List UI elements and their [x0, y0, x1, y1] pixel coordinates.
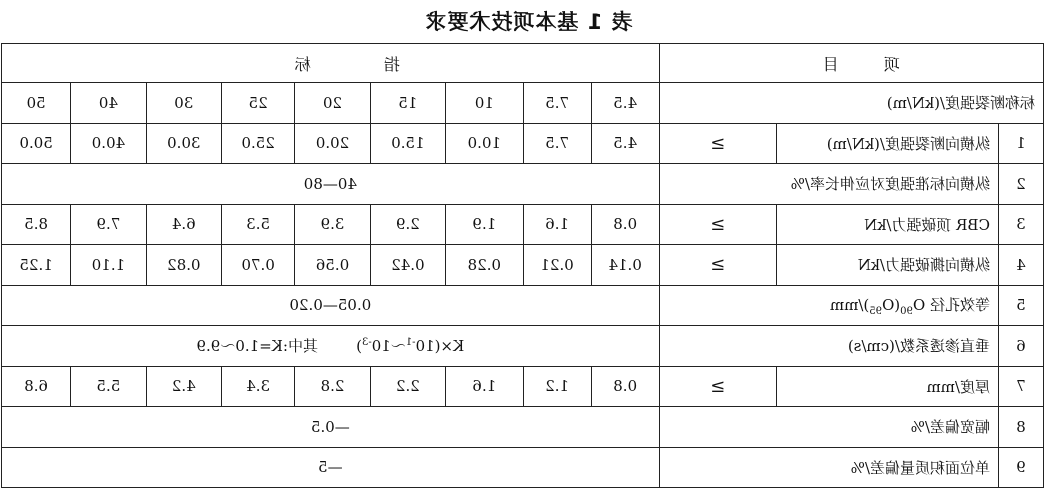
value-cell: 1.10 — [71, 245, 146, 286]
comparison-symbol: ≥ — [659, 245, 776, 286]
merged-value-part: -1 — [405, 337, 416, 349]
nominal-strength-value: 15 — [370, 83, 445, 124]
value-cell: 4.5 — [591, 123, 659, 164]
value-cell: 7.5 — [523, 123, 591, 164]
parameter-name — [659, 285, 998, 326]
value-cell: 15.0 — [370, 123, 445, 164]
value-cell: 5.3 — [221, 204, 294, 245]
value-cell: 0.8 — [591, 204, 659, 245]
comparison-symbol: ≥ — [659, 204, 776, 245]
value-cell: 0.21 — [523, 245, 591, 286]
parameter-name: 单位面积质量偏差/% — [659, 447, 998, 488]
comparison-symbol: ≥ — [659, 366, 776, 407]
parameter-name: 纵横向撕破强力/kN — [776, 245, 998, 286]
merged-value-cell — [2, 326, 660, 367]
value-cell: 6.8 — [2, 366, 71, 407]
parameter-name-part: 90 — [900, 305, 913, 317]
header-item-cell: 项 目 — [659, 44, 1043, 83]
technical-requirements-table — [1, 43, 1044, 488]
nominal-strength-value: 50 — [2, 83, 71, 124]
parameter-name: 纵横向标准强度对应伸长率/% — [659, 164, 998, 205]
value-cell: 10.0 — [446, 123, 523, 164]
row-number: 2 — [998, 164, 1043, 205]
table-row — [2, 285, 1044, 326]
row-number: 1 — [998, 123, 1043, 164]
value-cell: 0.28 — [446, 245, 523, 286]
row-number: 6 — [998, 326, 1043, 367]
row-number: 4 — [998, 245, 1043, 286]
value-cell: 0.14 — [591, 245, 659, 286]
merged-value-cell: —0.5 — [2, 407, 660, 448]
value-cell: 0.82 — [146, 245, 221, 286]
value-cell: 2.8 — [295, 366, 370, 407]
value-cell: 25.0 — [221, 123, 294, 164]
value-cell: 1.25 — [2, 245, 71, 286]
row-number: 5 — [998, 285, 1043, 326]
nominal-strength-value: 20 — [295, 83, 370, 124]
nominal-strength-value: 4.5 — [591, 83, 659, 124]
value-cell: 50.0 — [2, 123, 71, 164]
merged-value-part: K×(10 — [415, 337, 465, 356]
value-cell: 3.9 — [295, 204, 370, 245]
nominal-strength-value: 7.5 — [523, 83, 591, 124]
merged-value-part: -3 — [361, 337, 372, 349]
parameter-name-part: (O — [882, 295, 901, 314]
value-cell: 4.2 — [146, 366, 221, 407]
nominal-strength-label: 标称断裂强度/(kN/m) — [659, 83, 1043, 124]
value-cell: 1.2 — [523, 366, 591, 407]
table-row — [2, 204, 1044, 245]
parameter-name-part: 等效孔径 O — [912, 295, 990, 314]
table-row — [2, 164, 1044, 205]
nominal-strength-value: 30 — [146, 83, 221, 124]
nominal-strength-value: 10 — [446, 83, 523, 124]
row-number: 7 — [998, 366, 1043, 407]
table-body — [2, 44, 1044, 488]
value-cell: 0.8 — [591, 366, 659, 407]
parameter-name: 垂直渗透系数/(cm/s) — [659, 326, 998, 367]
row-number: 8 — [998, 407, 1043, 448]
parameter-name: 厚度/mm — [776, 366, 998, 407]
value-cell: 40.0 — [71, 123, 146, 164]
value-cell: 6.4 — [146, 204, 221, 245]
parameter-name: 幅宽偏差/% — [659, 407, 998, 448]
value-cell: 20.0 — [295, 123, 370, 164]
value-cell: 1.6 — [523, 204, 591, 245]
value-cell: 2.2 — [370, 366, 445, 407]
value-cell: 0.56 — [295, 245, 370, 286]
value-cell: 3.4 — [221, 366, 294, 407]
value-cell: 8.5 — [2, 204, 71, 245]
value-cell: 0.70 — [221, 245, 294, 286]
table-row — [2, 123, 1044, 164]
header-indicator-cell: 指 标 — [2, 44, 660, 83]
comparison-symbol: ≥ — [659, 123, 776, 164]
merged-value-cell: —5 — [2, 447, 660, 488]
nominal-strength-row — [2, 83, 1044, 124]
merged-value-part: ～10 — [371, 337, 406, 356]
nominal-strength-value: 40 — [71, 83, 146, 124]
value-cell: 2.9 — [370, 204, 445, 245]
row-number: 3 — [998, 204, 1043, 245]
parameter-name-part: )/mm — [829, 295, 870, 314]
merged-value-part: ) 其中:K=1.0～9.9 — [196, 337, 362, 356]
table-row — [2, 447, 1044, 488]
value-cell: 1.6 — [446, 366, 523, 407]
value-cell: 0.42 — [370, 245, 445, 286]
parameter-name: 纵横向断裂强度/(kN/m) — [776, 123, 998, 164]
parameter-name: CBR 顶破强力/kN — [776, 204, 998, 245]
nominal-strength-value: 25 — [221, 83, 294, 124]
value-cell: 7.9 — [71, 204, 146, 245]
table-row — [2, 326, 1044, 367]
value-cell: 5.5 — [71, 366, 146, 407]
row-number: 9 — [998, 447, 1043, 488]
header-row — [2, 44, 1044, 83]
parameter-name-part: 95 — [869, 305, 883, 317]
table-row — [2, 366, 1044, 407]
merged-value-cell: 0.05—0.20 — [2, 285, 660, 326]
table-row — [2, 407, 1044, 448]
value-cell: 1.9 — [446, 204, 523, 245]
merged-value-cell: 40—80 — [2, 164, 660, 205]
table-row — [2, 245, 1044, 286]
table-caption: 表 1 基本项技术要求 — [424, 10, 633, 34]
value-cell: 30.0 — [146, 123, 221, 164]
